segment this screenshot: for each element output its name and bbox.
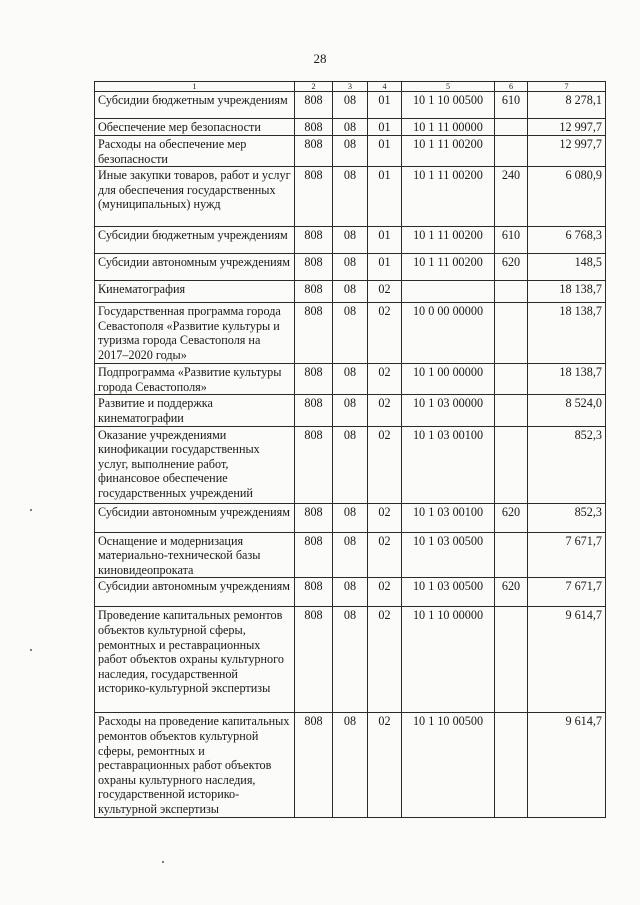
cell-section: 08 — [333, 92, 368, 119]
row-name: Оснащение и модернизация материально-технической базы киновидеопроката — [95, 532, 295, 578]
cell-amount: 18 138,7 — [528, 281, 606, 303]
row-name: Иные закупки товаров, работ и услуг для обеспечения государственных (муниципальных) нужд — [95, 167, 295, 227]
cell-subsection: 01 — [368, 136, 402, 167]
page-number: 28 — [313, 51, 327, 66]
cell-target-article: 10 1 10 00500 — [402, 713, 495, 818]
cell-grbs: 808 — [295, 167, 333, 227]
cell-expense-type — [495, 607, 528, 713]
cell-expense-type — [495, 119, 528, 136]
cell-amount: 852,3 — [528, 503, 606, 532]
row-name: Расходы на обеспечение мер безопасности — [95, 136, 295, 167]
cell-expense-type — [495, 136, 528, 167]
cell-expense-type: 610 — [495, 92, 528, 119]
header-cell: 3 — [333, 82, 368, 92]
cell-subsection: 02 — [368, 503, 402, 532]
cell-section: 08 — [333, 136, 368, 167]
cell-grbs: 808 — [295, 503, 333, 532]
table-row — [95, 92, 606, 119]
header-cell: 1 — [95, 82, 295, 92]
header-row — [95, 82, 606, 92]
cell-amount: 12 997,7 — [528, 119, 606, 136]
cell-subsection: 01 — [368, 167, 402, 227]
cell-amount: 9 614,7 — [528, 607, 606, 713]
cell-amount: 12 997,7 — [528, 136, 606, 167]
cell-subsection: 02 — [368, 364, 402, 395]
cell-target-article: 10 1 11 00000 — [402, 119, 495, 136]
cell-subsection: 01 — [368, 227, 402, 254]
table-row — [95, 303, 606, 364]
cell-expense-type: 620 — [495, 254, 528, 281]
row-name: Развитие и поддержка кинематографии — [95, 395, 295, 426]
cell-target-article: 10 1 10 00000 — [402, 607, 495, 713]
row-name: Обеспечение мер безопасности — [95, 119, 295, 136]
row-name: Субсидии автономным учреждениям — [95, 254, 295, 281]
cell-expense-type: 610 — [495, 227, 528, 254]
cell-grbs: 808 — [295, 395, 333, 426]
table-row — [95, 167, 606, 227]
cell-amount: 148,5 — [528, 254, 606, 281]
cell-grbs: 808 — [295, 92, 333, 119]
cell-amount: 9 614,7 — [528, 713, 606, 818]
table-row — [95, 281, 606, 303]
cell-expense-type — [495, 395, 528, 426]
cell-target-article: 10 1 00 00000 — [402, 364, 495, 395]
cell-section: 08 — [333, 713, 368, 818]
cell-target-article: 10 1 11 00200 — [402, 136, 495, 167]
cell-grbs: 808 — [295, 364, 333, 395]
cell-amount: 8 524,0 — [528, 395, 606, 426]
table-row — [95, 227, 606, 254]
table-row — [95, 254, 606, 281]
cell-target-article: 10 1 10 00500 — [402, 92, 495, 119]
cell-subsection: 01 — [368, 119, 402, 136]
cell-grbs: 808 — [295, 119, 333, 136]
cell-subsection: 01 — [368, 92, 402, 119]
cell-section: 08 — [333, 303, 368, 364]
cell-expense-type — [495, 303, 528, 364]
cell-grbs: 808 — [295, 303, 333, 364]
cell-section: 08 — [333, 426, 368, 503]
cell-grbs: 808 — [295, 426, 333, 503]
cell-target-article: 10 1 03 00000 — [402, 395, 495, 426]
cell-section: 08 — [333, 227, 368, 254]
row-name: Подпрограмма «Развитие культуры города Севастополя» — [95, 364, 295, 395]
cell-grbs: 808 — [295, 578, 333, 607]
header-cell: 7 — [528, 82, 606, 92]
cell-subsection: 02 — [368, 281, 402, 303]
cell-amount: 7 671,7 — [528, 532, 606, 578]
table-row — [95, 395, 606, 426]
cell-expense-type — [495, 713, 528, 818]
cell-subsection: 02 — [368, 578, 402, 607]
cell-expense-type — [495, 426, 528, 503]
table-row — [95, 532, 606, 578]
cell-grbs: 808 — [295, 136, 333, 167]
cell-subsection: 02 — [368, 607, 402, 713]
cell-amount: 18 138,7 — [528, 364, 606, 395]
cell-section: 08 — [333, 254, 368, 281]
cell-grbs: 808 — [295, 713, 333, 818]
cell-grbs: 808 — [295, 254, 333, 281]
row-name: Субсидии бюджетным учреждениям — [95, 227, 295, 254]
cell-target-article: 10 1 11 00200 — [402, 167, 495, 227]
cell-section: 08 — [333, 578, 368, 607]
row-name: Расходы на проведение капитальных ремонтов объектов культурной сферы, ремонтных и реставрационных работ объектов охраны культурного наследия, государственной историко-культурной экспертизы — [95, 713, 295, 818]
header-cell: 6 — [495, 82, 528, 92]
cell-amount: 852,3 — [528, 426, 606, 503]
cell-expense-type: 620 — [495, 503, 528, 532]
header-cell: 4 — [368, 82, 402, 92]
budget-table — [94, 81, 606, 818]
table-row — [95, 426, 606, 503]
cell-target-article: 10 1 03 00500 — [402, 578, 495, 607]
cell-amount: 6 080,9 — [528, 167, 606, 227]
cell-section: 08 — [333, 395, 368, 426]
cell-grbs: 808 — [295, 281, 333, 303]
cell-grbs: 808 — [295, 227, 333, 254]
scan-speck — [30, 509, 32, 511]
cell-target-article: 10 1 03 00100 — [402, 503, 495, 532]
cell-amount: 7 671,7 — [528, 578, 606, 607]
cell-subsection: 01 — [368, 254, 402, 281]
cell-target-article — [402, 281, 495, 303]
cell-section: 08 — [333, 532, 368, 578]
table-row — [95, 607, 606, 713]
cell-section: 08 — [333, 119, 368, 136]
table-row — [95, 136, 606, 167]
cell-amount: 18 138,7 — [528, 303, 606, 364]
cell-expense-type: 620 — [495, 578, 528, 607]
cell-amount: 8 278,1 — [528, 92, 606, 119]
table-row — [95, 713, 606, 818]
scan-speck — [162, 861, 164, 863]
cell-target-article: 10 1 11 00200 — [402, 227, 495, 254]
cell-subsection: 02 — [368, 532, 402, 578]
cell-section: 08 — [333, 503, 368, 532]
cell-section: 08 — [333, 607, 368, 713]
cell-expense-type — [495, 281, 528, 303]
cell-subsection: 02 — [368, 713, 402, 818]
table-row — [95, 503, 606, 532]
row-name: Государственная программа города Севастополя «Развитие культуры и туризма города Севастополя на 2017–2020 годы» — [95, 303, 295, 364]
cell-target-article: 10 1 03 00500 — [402, 532, 495, 578]
header-cell: 2 — [295, 82, 333, 92]
row-name: Проведение капитальных ремонтов объектов культурной сферы, ремонтных и реставрационных работ объектов охраны культурного наследия, государственной историко-культурной экспертизы — [95, 607, 295, 713]
cell-target-article: 10 1 11 00200 — [402, 254, 495, 281]
row-name: Субсидии бюджетным учреждениям — [95, 92, 295, 119]
cell-expense-type — [495, 364, 528, 395]
header-cell: 5 — [402, 82, 495, 92]
cell-grbs: 808 — [295, 532, 333, 578]
row-name: Субсидии автономным учреждениям — [95, 578, 295, 607]
cell-target-article: 10 1 03 00100 — [402, 426, 495, 503]
cell-section: 08 — [333, 167, 368, 227]
table-row — [95, 578, 606, 607]
scan-speck — [30, 649, 32, 651]
cell-amount: 6 768,3 — [528, 227, 606, 254]
cell-section: 08 — [333, 281, 368, 303]
table-row — [95, 119, 606, 136]
table-row — [95, 364, 606, 395]
cell-subsection: 02 — [368, 303, 402, 364]
cell-subsection: 02 — [368, 426, 402, 503]
row-name: Кинематография — [95, 281, 295, 303]
cell-section: 08 — [333, 364, 368, 395]
cell-grbs: 808 — [295, 607, 333, 713]
row-name: Субсидии автономным учреждениям — [95, 503, 295, 532]
cell-target-article: 10 0 00 00000 — [402, 303, 495, 364]
cell-expense-type — [495, 532, 528, 578]
cell-subsection: 02 — [368, 395, 402, 426]
cell-expense-type: 240 — [495, 167, 528, 227]
row-name: Оказание учреждениями кинофикации государственных услуг, выполнение работ, финансовое обеспечение государственных учреждений — [95, 426, 295, 503]
